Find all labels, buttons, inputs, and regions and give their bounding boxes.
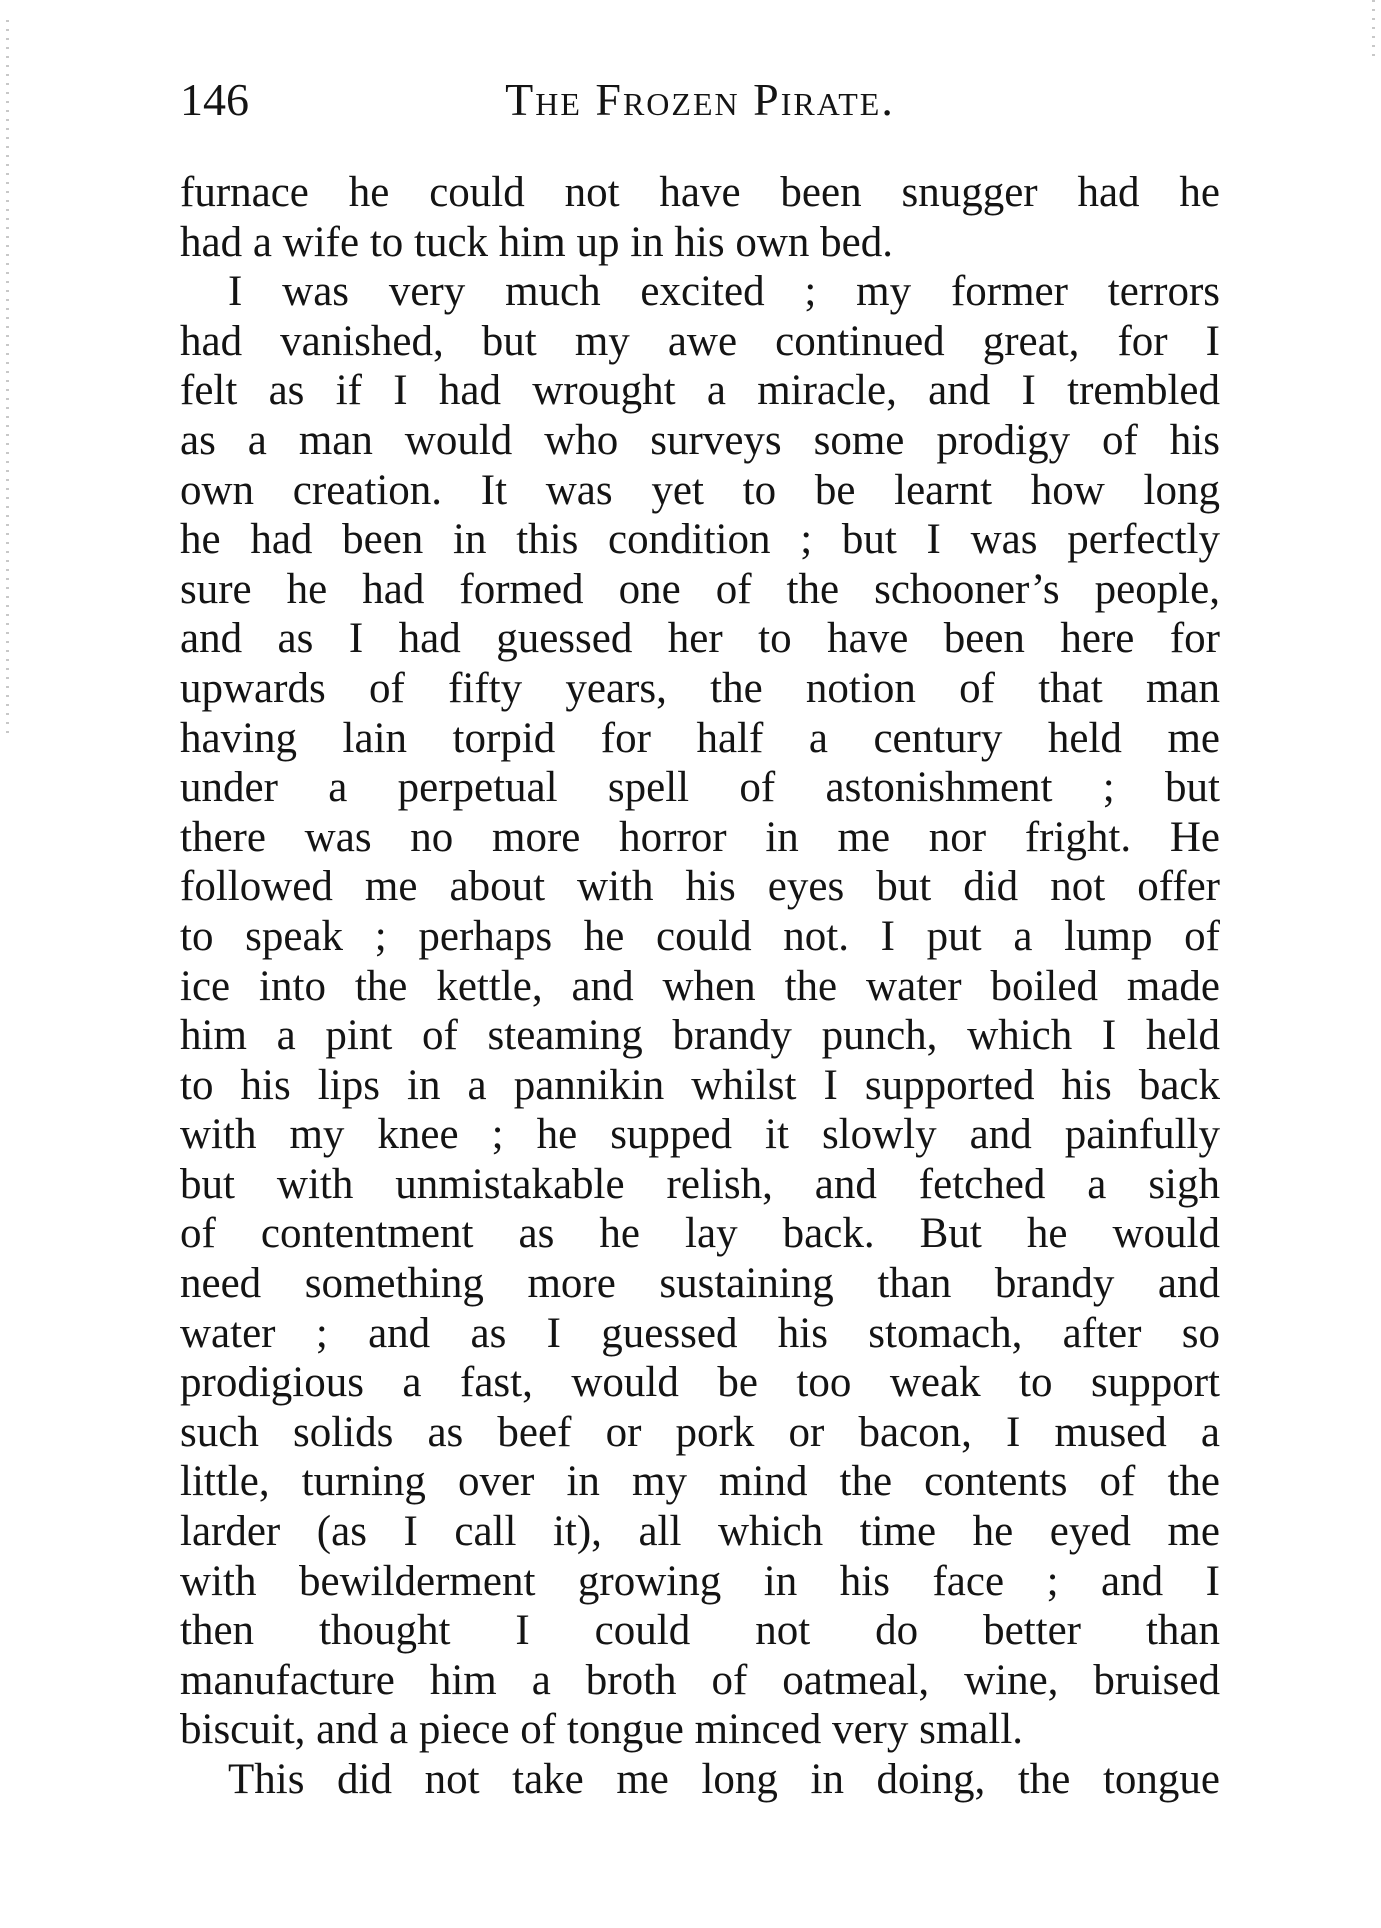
text-line: This did not take me long in doing, the tongue (228, 1756, 1220, 1803)
text-line: and as I had guessed her to have been here for (180, 615, 1220, 663)
text-line: under a perpetual spell of astonishment ; but (180, 764, 1220, 812)
text-line: him a pint of steaming brandy punch, which I held (180, 1012, 1220, 1060)
text-line: of contentment as he lay back. But he would (180, 1210, 1220, 1258)
text-line: having lain torpid for half a century held me (180, 714, 1220, 762)
text-line: he had been in this condition ; but I was perfectly (180, 516, 1220, 564)
text-line: had a wife to tuck him up in his own bed. (180, 218, 893, 266)
text-line: then thought I could not do better than (180, 1607, 1220, 1655)
text-line: as a man would who surveys some prodigy of his (180, 416, 1220, 464)
running-title: The Frozen Pirate. (505, 74, 895, 125)
text-line: there was no more horror in me nor fright. He (180, 813, 1220, 861)
text-line: to his lips in a pannikin whilst I supported his back (180, 1061, 1220, 1109)
text-line: water ; and as I guessed his stomach, after so (180, 1309, 1220, 1357)
text-line: to speak ; perhaps he could not. I put a lump of (180, 912, 1220, 960)
text-line: I was very much excited ; my former terrors (228, 268, 1220, 316)
text-line: with bewilderment growing in his face ; and I (180, 1557, 1220, 1605)
text-line: followed me about with his eyes but did not offer (180, 863, 1220, 911)
body-text (180, 168, 1220, 1805)
text-line: ice into the kettle, and when the water boiled made (180, 962, 1220, 1010)
page-number: 146 (180, 74, 249, 125)
text-line: manufacture him a broth of oatmeal, wine, bruised (180, 1656, 1220, 1704)
text-line: upwards of fifty years, the notion of that man (180, 664, 1220, 712)
text-line: furnace he could not have been snugger had he (180, 169, 1220, 216)
text-line: felt as if I had wrought a miracle, and I trembled (180, 367, 1220, 415)
text-line: such solids as beef or pork or bacon, I mused a (180, 1408, 1220, 1456)
left-margin-speckle (6, 20, 9, 740)
text-line: little, turning over in my mind the contents of the (180, 1458, 1220, 1506)
text-line: had vanished, but my awe continued great, for I (180, 317, 1220, 365)
right-margin-speckle (1372, 0, 1375, 60)
text-line: biscuit, and a piece of tongue minced very small. (180, 1706, 1024, 1754)
text-line: with my knee ; he supped it slowly and painfully (180, 1111, 1220, 1159)
text-line: sure he had formed one of the schooner’s people, (180, 565, 1220, 613)
text-line: own creation. It was yet to be learnt how long (180, 466, 1220, 514)
text-line: but with unmistakable relish, and fetched a sigh (180, 1160, 1220, 1208)
text-line: prodigious a fast, would be too weak to support (180, 1359, 1220, 1407)
text-line: larder (as I call it), all which time he eyed me (180, 1508, 1220, 1556)
running-header (180, 70, 1220, 130)
text-line: need something more sustaining than brandy and (180, 1260, 1220, 1308)
